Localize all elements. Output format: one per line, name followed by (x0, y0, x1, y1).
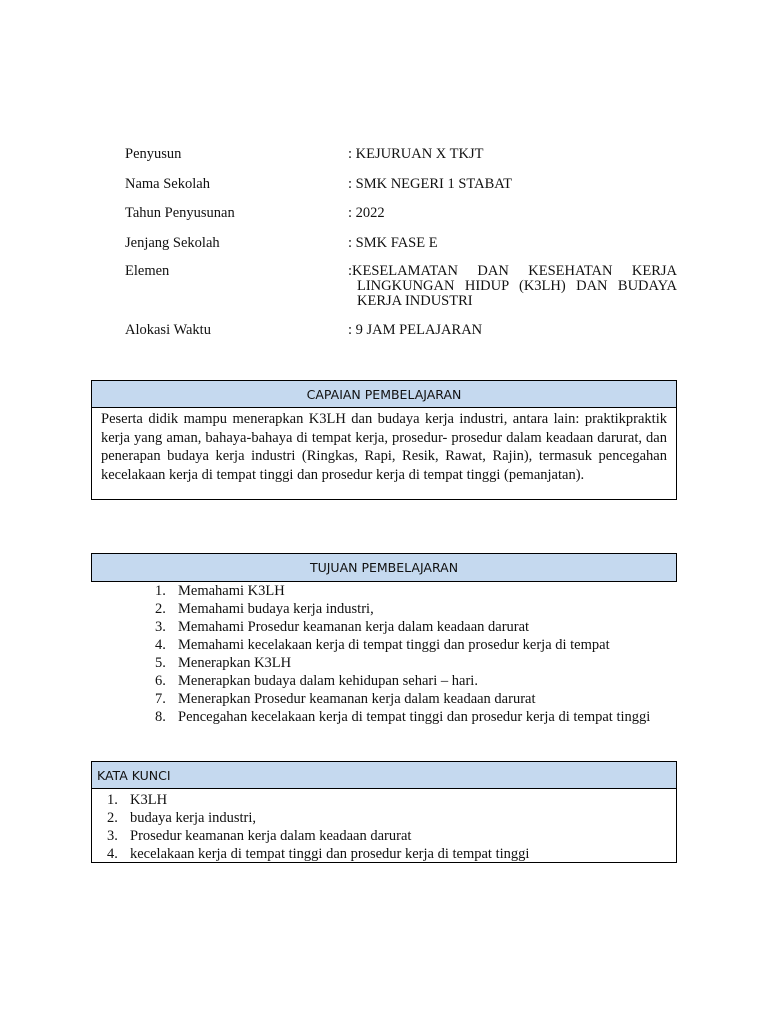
penyusun-value: : KEJURUAN X TKJT (348, 146, 484, 162)
list-item: 3. Prosedur keamanan kerja dalam keadaan darurat (107, 828, 412, 844)
list-item: 2. Memahami budaya kerja industri, (155, 601, 374, 617)
sekolah-label: Nama Sekolah (125, 176, 210, 192)
capaian-box (91, 380, 677, 500)
elemen-value-line1: :KESELAMATAN DAN KESEHATAN KERJA (348, 263, 677, 279)
alokasi-label: Alokasi Waktu (125, 322, 211, 338)
kata-kunci-header: KATA KUNCI (92, 762, 676, 789)
tujuan-box (91, 553, 677, 582)
elemen-value-line2: LINGKUNGAN HIDUP (K3LH) DAN BUDAYA (357, 278, 677, 294)
elemen-label: Elemen (125, 263, 170, 279)
list-item: 7. Menerapkan Prosedur keamanan kerja dalam keadaan darurat (155, 691, 536, 707)
list-item: 2. budaya kerja industri, (107, 810, 257, 826)
jenjang-label: Jenjang Sekolah (125, 235, 220, 251)
list-item: 6. Menerapkan budaya dalam kehidupan sehari – hari. (155, 673, 478, 689)
tujuan-header: TUJUAN PEMBELAJARAN (92, 554, 676, 581)
tujuan-list (155, 582, 655, 726)
tahun-value: : 2022 (348, 205, 385, 221)
list-item: 3. Memahami Prosedur keamanan kerja dalam keadaan darurat (155, 619, 530, 635)
list-item: 8. Pencegahan kecelakaan kerja di tempat tinggi dan prosedur kerja di tempat tinggi (155, 709, 651, 725)
list-item: 1. Memahami K3LH (155, 583, 285, 599)
jenjang-value: : SMK FASE E (348, 235, 438, 251)
capaian-header: CAPAIAN PEMBELAJARAN (92, 381, 676, 408)
alokasi-value: : 9 JAM PELAJARAN (348, 322, 483, 338)
tahun-label: Tahun Penyusunan (125, 205, 235, 221)
penyusun-label: Penyusun (125, 146, 182, 162)
kata-kunci-list (92, 789, 676, 863)
sekolah-value: : SMK NEGERI 1 STABAT (348, 176, 512, 192)
list-item: 4. kecelakaan kerja di tempat tinggi dan prosedur kerja di tempat tinggi (107, 846, 530, 862)
list-item: 1. K3LH (107, 792, 168, 808)
kata-kunci-box (91, 761, 677, 863)
list-item: 5. Menerapkan K3LH (155, 655, 292, 671)
elemen-value-line3: KERJA INDUSTRI (357, 293, 473, 309)
list-item: 4. Memahami kecelakaan kerja di tempat tinggi dan prosedur kerja di tempat (155, 637, 610, 653)
elemen-value (348, 264, 677, 309)
capaian-text: Peserta didik mampu menerapkan K3LH dan budaya kerja industri, antara lain: praktikpraktik kerja yang aman, bahaya-bahaya di tempat kerja, prosedur- prosedur dalam keadaan darurat, dan penerapan budaya kerja industri (Ringkas, Rapi, Resik, Rawat, Rajin), termasuk pencegahan kecelakaan kerja di tempat tinggi dan prosedur kerja di tempat tinggi (pemanjatan). (101, 411, 667, 483)
